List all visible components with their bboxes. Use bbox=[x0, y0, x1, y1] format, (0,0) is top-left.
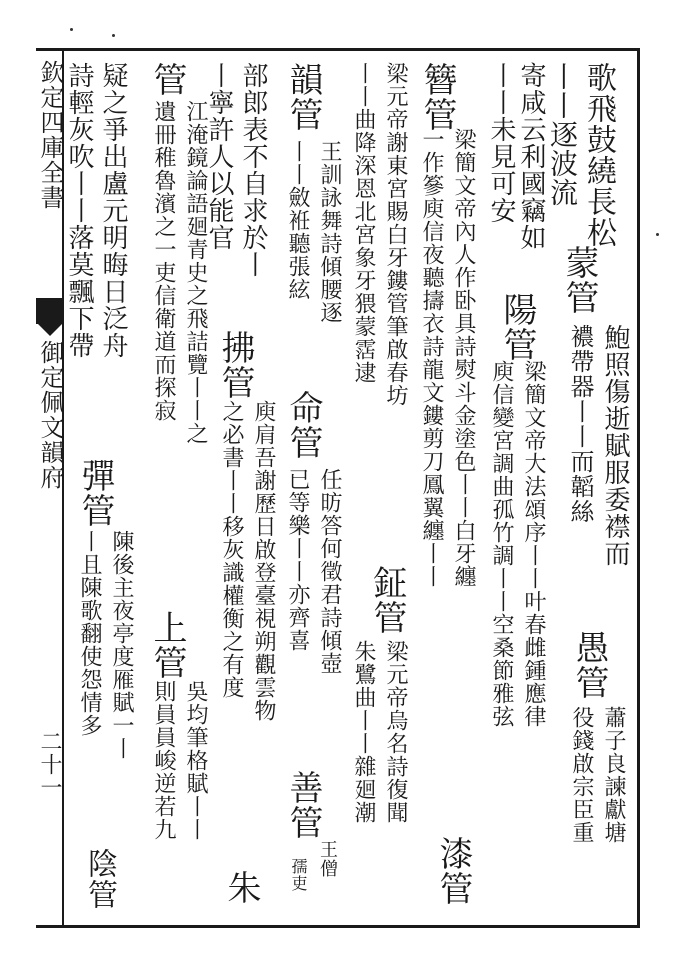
headword-zhu: 朱 bbox=[221, 870, 261, 905]
text-column-10: 部郎表不自求於丨 bbox=[238, 62, 268, 278]
volume-title: 御定佩文韻府 bbox=[36, 340, 64, 490]
headword-guan-top: 管 bbox=[147, 62, 187, 97]
text-column-9-note-f: 孺吏 bbox=[289, 858, 308, 892]
text-column-12b: 詩輕灰吹丨丨落莫飄下帶 bbox=[64, 62, 94, 359]
text-column-6-note-b: 一作篸庾信夜聽擣衣詩龍文鏤剪刀鳳翼纏丨丨 bbox=[419, 128, 444, 588]
text-column-10b: 丨寧許人以能官 bbox=[204, 62, 234, 251]
headword-zheng: 鉦管 bbox=[367, 565, 407, 635]
headword-shang: 上管 bbox=[147, 610, 187, 680]
text-column-3-note-a: 鮑照傷逝賦服委襟而 bbox=[600, 324, 630, 567]
text-column-9-note-b: 丨丨斂袵聽張絃 bbox=[285, 140, 310, 301]
page-number: 二十一 bbox=[37, 730, 62, 799]
text-column-11-note-d: 則員員峻逆若九 bbox=[151, 680, 176, 841]
text-column-9-note-c: 任昉答何徵君詩傾壺 bbox=[317, 468, 342, 675]
text-column-5-note-d: 役錢啟宗臣重 bbox=[569, 706, 594, 844]
text-column-4: 寄咸云利國竊如 bbox=[516, 62, 546, 251]
headword-yang: 陽管 bbox=[497, 292, 537, 362]
text-column-8-note-d: 朱鷺曲丨丨雜廻潮 bbox=[351, 640, 376, 824]
headword-qi: 漆管 bbox=[433, 836, 473, 906]
scan-speck bbox=[70, 28, 73, 31]
text-column-3-note-b: 襛帶器丨丨而韜絲 bbox=[566, 324, 594, 524]
text-column-11-note-a: 江淹鏡論語廻青史之飛詰覽丨丨之 bbox=[183, 100, 208, 445]
text-column-12: 疑之爭出盧元明晦日泛舟 bbox=[98, 62, 128, 359]
text-column-5: 丨丨未見可安 bbox=[486, 62, 516, 224]
text-column-12-note-b: 丨且陳歌翻使怨情多 bbox=[77, 530, 102, 737]
headword-meng: 蒙管 bbox=[559, 245, 599, 315]
headword-ming: 命管 bbox=[283, 390, 323, 460]
text-column-11-note-c: 吳均筆格賦丨丨 bbox=[183, 680, 208, 841]
text-column-8-note-b: 丨丨曲降深恩北宮象牙猥蒙霑逮 bbox=[351, 62, 376, 384]
book-title: 欽定四庫全書 bbox=[36, 60, 64, 210]
text-column-11-note-b: 遺冊稚魯濱之一吏信衛道而探寂 bbox=[151, 100, 176, 422]
text-column-9-note-e: 王僧 bbox=[317, 840, 338, 878]
text-column-5-note-a: 梁簡文帝大法頌序丨丨叶春雌鍾應律 bbox=[521, 360, 546, 728]
headword-yin: 陰管 bbox=[82, 848, 117, 910]
scan-speck bbox=[112, 34, 115, 37]
headword-zan: 簪管 bbox=[417, 62, 457, 132]
text-column-5-note-b: 庾信變宮調曲孤竹調丨丨空桑節雅弦 bbox=[489, 360, 514, 728]
text-column-8-note-c: 梁元帝烏名詩復聞 bbox=[383, 640, 408, 824]
text-column-1: 歌飛鼓繞長松 bbox=[581, 62, 616, 248]
text-column-9-note-d: 已等樂丨丨亦齊喜 bbox=[285, 468, 310, 652]
fishtail-block bbox=[36, 298, 64, 324]
headword-shan: 善管 bbox=[283, 770, 323, 840]
text-column-12-note-a: 陳後主夜亭度雁賦一丨 bbox=[109, 530, 134, 760]
headword-fu: 拂管 bbox=[215, 330, 255, 400]
text-column-9-note-a: 王訓詠舞詩傾腰逐 bbox=[317, 140, 342, 324]
headword-tan: 彈管 bbox=[75, 458, 115, 528]
headword-yu: 愚管 bbox=[569, 630, 609, 700]
text-column-10-note-b: 之必書丨丨移灰識權衡之有度 bbox=[219, 400, 244, 699]
text-column-5-note-c: 蕭子良諫獻塘 bbox=[601, 706, 626, 844]
text-column-10-note-a: 庾肩吾謝歷日啟登臺視朔觀雲物 bbox=[251, 400, 276, 722]
text-column-8-note-a: 梁元帝謝東宮賜白牙鏤管筆啟春坊 bbox=[383, 62, 408, 407]
text-column-6-note-a: 梁簡文帝內人作卧具詩熨斗金塗色丨丨白牙纏 bbox=[451, 128, 476, 588]
scan-speck bbox=[656, 233, 659, 236]
fishtail-triangle bbox=[36, 322, 64, 336]
headword-yun: 韻管 bbox=[283, 62, 323, 132]
text-column-2: 丨丨逐波流 bbox=[546, 62, 579, 207]
